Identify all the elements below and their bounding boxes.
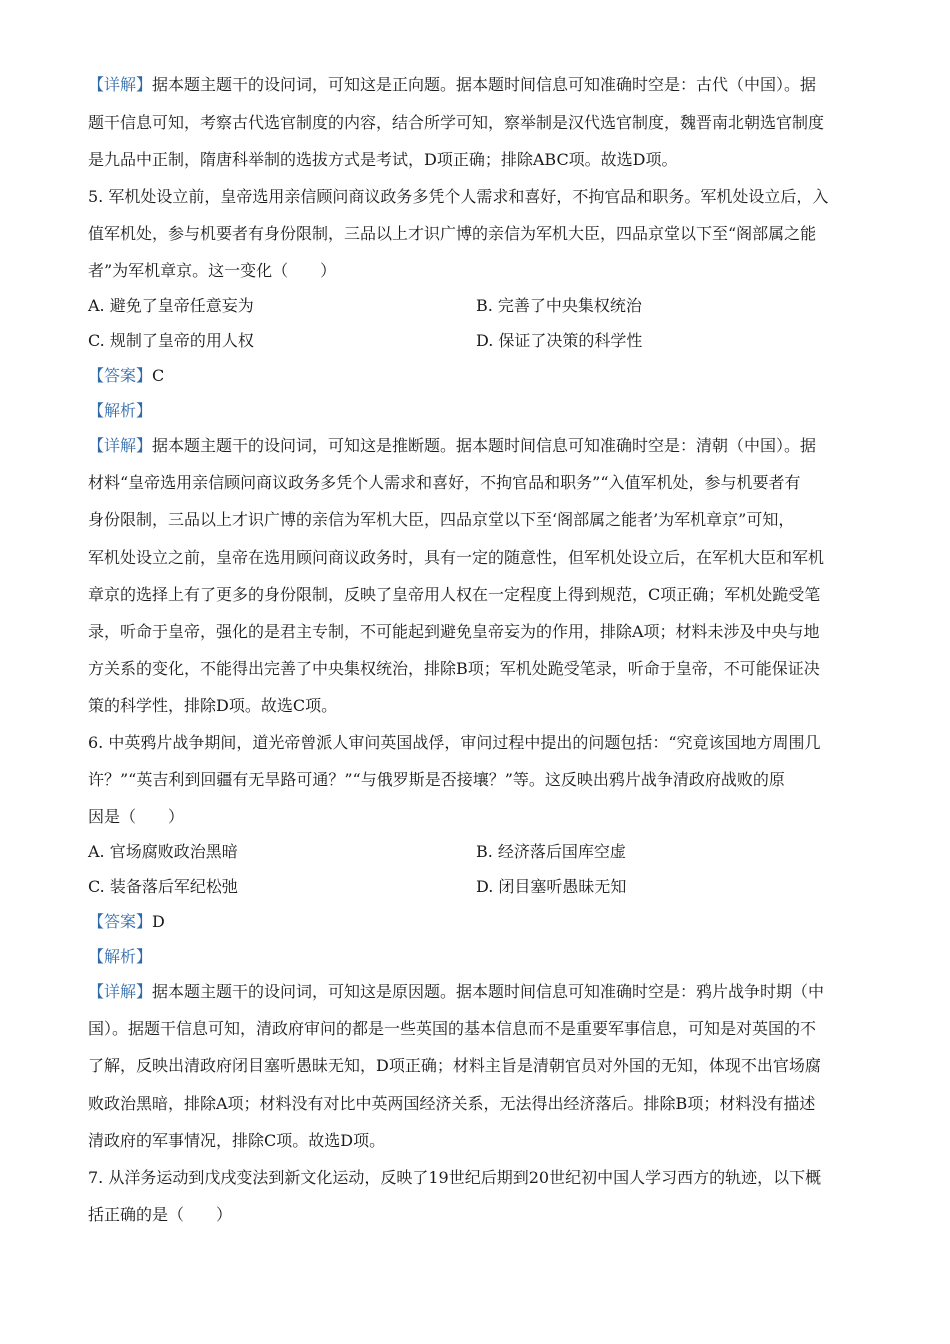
q5-detail-line-6: 录，听命于皇帝，强化的是君主专制，不可能起到避免皇帝妄为的作用，排除A项；材料未涉及中央与地 [88, 622, 820, 641]
q4-detail-line-2: 题干信息可知，考察古代选官制度的内容，结合所学可知，察举制是汉代选官制度，魏晋南北朝选官制度 [88, 113, 825, 132]
q5-detail-line-8: 策的科学性，排除D项。故选C项。 [88, 696, 338, 715]
q6-option-d: D. 闭目塞听愚昧无知 [476, 877, 627, 896]
q6-detail-line-5: 清政府的军事情况，排除C项。故选D项。 [88, 1131, 386, 1150]
q5-stem-line-2: 值军机处，参与机要者有身份限制，三品以上才识广博的亲信为军机大臣，四品京堂以下至“阁部属之能 [88, 224, 817, 243]
detail-tag: 【详解】 [88, 75, 153, 94]
q5-detail-line-3: 身份限制，三品以上才识广博的亲信为军机大臣，四品京堂以下至‘阁部属之能者’为军机章京”可知， [88, 510, 795, 529]
q4-detail-line-1: 【详解】据本题主题干的设问词，可知这是正向题。据本题时间信息可知准确时空是：古代（中国）。据 [88, 75, 817, 94]
q6-answer [88, 911, 868, 933]
q6-option-a: A. 官场腐败政治黑暗 [88, 842, 238, 861]
q6-analysis-heading: 【解析】 [88, 947, 153, 966]
answer-tag: 【答案】 [88, 912, 153, 931]
q6-detail-line-1: 【详解】据本题主题干的设问词，可知这是原因题。据本题时间信息可知准确时空是：鸦片战争时期（中 [88, 982, 825, 1001]
q5-option-c: C. 规制了皇帝的用人权 [88, 331, 254, 350]
q6-stem-line-2: 许？”“英吉利到回疆有无旱路可通？”“与俄罗斯是否接壤？”等。这反映出鸦片战争清政府战败的原 [88, 770, 785, 789]
q5-option-d: D. 保证了决策的科学性 [476, 331, 643, 350]
q5-option-a: A. 避免了皇帝任意妄为 [88, 296, 254, 315]
q5-detail-line-4: 军机处设立之前，皇帝在选用顾问商议政务时，具有一定的随意性，但军机处设立后，在军机大臣和军机 [88, 548, 825, 567]
q6-option-b: B. 经济落后国库空虚 [476, 842, 626, 861]
q4-detail-line-3: 是九品中正制，隋唐科举制的选拔方式是考试，D项正确；排除ABC项。故选D项。 [88, 150, 678, 169]
q5-detail-line-1: 【详解】据本题主题干的设问词，可知这是推断题。据本题时间信息可知准确时空是：清朝（中国）。据 [88, 436, 817, 455]
q7-stem-line-1: 7. 从洋务运动到戊戌变法到新文化运动，反映了19世纪后期到20世纪初中国人学习西方的轨迹，以下概 [88, 1168, 822, 1187]
answer-value: D [152, 912, 165, 931]
q7-stem-line-2: 括正确的是（ ） [88, 1205, 233, 1224]
q6-stem-line-1: 6. 中英鸦片战争期间，道光帝曾派人审问英国战俘，审问过程中提出的问题包括：“究竟该国地方周围几 [88, 733, 821, 752]
detail-tag: 【详解】 [88, 982, 153, 1001]
q6-detail-line-3: 了解，反映出清政府闭目塞听愚昧无知，D项正确；材料主旨是清朝官员对外国的无知，体现不出官场腐 [88, 1056, 821, 1075]
q5-stem-line-3: 者”为军机章京。这一变化（ ） [88, 261, 337, 280]
q5-detail-line-5: 章京的选择上有了更多的身份限制，反映了皇帝用人权在一定程度上得到规范，C项正确；军机处跪受笔 [88, 585, 821, 604]
q6-detail-line-2: 国）。据题干信息可知，清政府审问的都是一些英国的基本信息而不是重要军事信息，可知是对英国的不 [88, 1019, 817, 1038]
q5-option-b: B. 完善了中央集权统治 [476, 296, 642, 315]
q6-detail-line-4: 败政治黑暗，排除A项；材料没有对比中英两国经济关系，无法得出经济落后。排除B项；材料没有描述 [88, 1094, 816, 1113]
q5-detail-line-2: 材料“皇帝选用亲信顾问商议政务多凭个人需求和喜好，不拘官品和职务”“入值军机处，参与机要者有 [88, 473, 801, 492]
q5-answer [88, 365, 868, 387]
answer-value: C [152, 366, 165, 385]
q5-detail-line-7: 方关系的变化，不能得出完善了中央集权统治，排除B项；军机处跪受笔录，听命于皇帝，不可能保证决 [88, 659, 820, 678]
q6-stem-line-3: 因是（ ） [88, 807, 185, 826]
q5-stem-line-1: 5. 军机处设立前，皇帝选用亲信顾问商议政务多凭个人需求和喜好，不拘官品和职务。军机处设立后，入 [88, 187, 829, 206]
q6-option-c: C. 装备落后军纪松弛 [88, 877, 238, 896]
q5-analysis-heading: 【解析】 [88, 401, 153, 420]
answer-tag: 【答案】 [88, 366, 153, 385]
detail-tag: 【详解】 [88, 436, 153, 455]
